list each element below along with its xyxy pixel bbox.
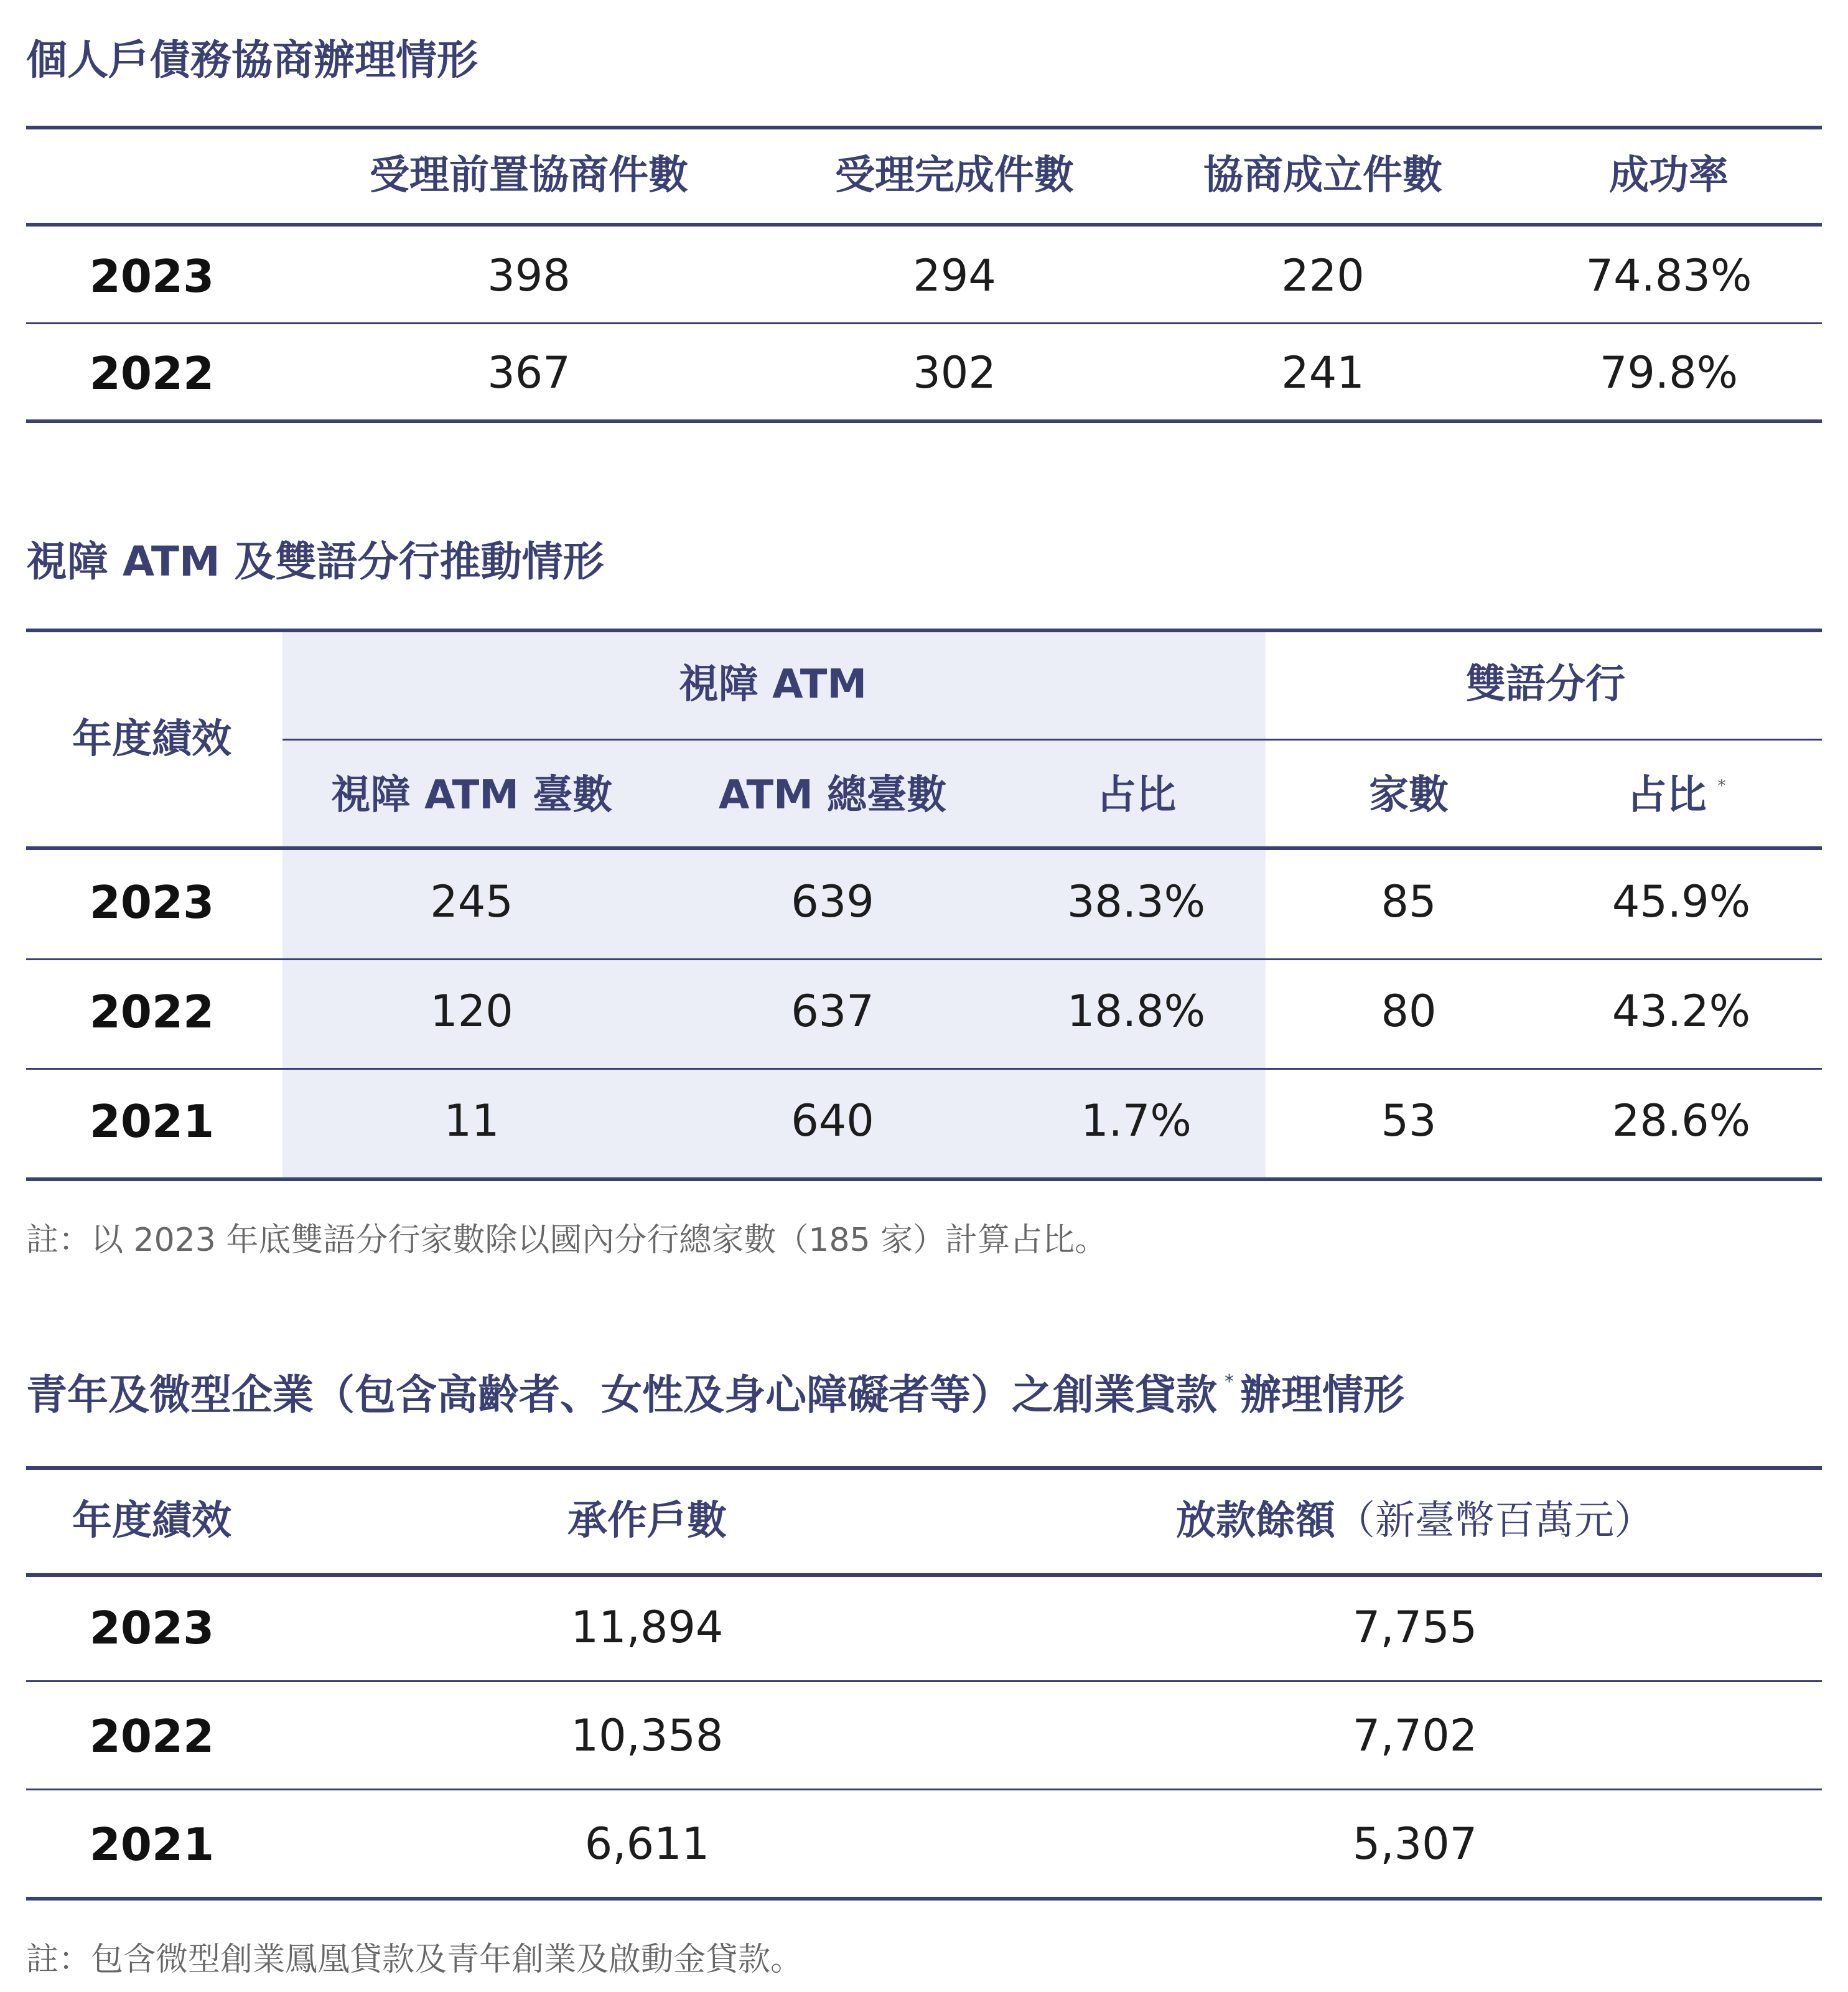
table-bottom-rule: [26, 1177, 1822, 1181]
header-atm-ratio: 占比: [1096, 772, 1176, 818]
success-rate-value: 79.8%: [1599, 347, 1738, 398]
atm-ratio-value: 1.7%: [1081, 1095, 1192, 1146]
row-divider: [26, 958, 1822, 960]
loan-accounts-value: 11,894: [571, 1602, 724, 1653]
header-annual-performance: 年度績效: [72, 1498, 231, 1544]
debt-negotiation-table: [26, 126, 1822, 424]
header-pre-negotiation-accepted: 受理前置協商件數: [370, 152, 688, 199]
accessible-atm-value: 11: [444, 1095, 500, 1146]
header-accessible-atm-count: 視障 ATM 臺數: [330, 772, 613, 818]
row-year: 2021: [89, 1818, 215, 1871]
branch-count-value: 80: [1381, 986, 1437, 1037]
row-year: 2023: [89, 1602, 215, 1654]
header-rule: [26, 223, 1822, 227]
loan-accounts-value: 10,358: [571, 1710, 724, 1761]
row-divider: [26, 1680, 1822, 1682]
branch-count-value: 85: [1381, 876, 1437, 927]
header-negotiation-established: 協商成立件數: [1203, 152, 1442, 199]
accessible-atm-value: 245: [430, 876, 513, 927]
section3-note: 註：包含微型創業鳳凰貸款及青年創業及啟動金貸款。: [26, 1941, 803, 1978]
row-year: 2021: [89, 1095, 215, 1148]
completed-value: 302: [913, 347, 996, 398]
row-year: 2022: [89, 986, 215, 1038]
loan-balance-value: 5,307: [1352, 1818, 1478, 1869]
atm-ratio-value: 38.3%: [1066, 876, 1206, 927]
section1-title: 個人戶債務協商辦理情形: [26, 36, 478, 84]
header-total-atm-count: ATM 總臺數: [718, 772, 947, 818]
row-year: 2023: [89, 250, 215, 302]
table-bottom-rule: [26, 419, 1822, 423]
total-atm-value: 639: [791, 876, 874, 927]
accessible-atm-bilingual-table: [26, 629, 1822, 1189]
branch-ratio-value: 28.6%: [1612, 1095, 1751, 1146]
header-annual-performance: 年度績效: [72, 716, 231, 762]
pre-negotiation-value: 398: [487, 250, 571, 301]
branch-ratio-value: 43.2%: [1612, 986, 1751, 1037]
table-top-rule: [26, 629, 1822, 632]
row-year: 2022: [89, 347, 215, 400]
footnote-mark: *: [1717, 777, 1726, 795]
accessible-atm-value: 120: [430, 986, 513, 1037]
header-rule: [26, 1573, 1822, 1577]
header-loan-balance: 放款餘額（新臺幣百萬元）: [1176, 1498, 1654, 1544]
established-value: 241: [1281, 347, 1365, 398]
pre-negotiation-value: 367: [487, 347, 571, 398]
branch-ratio-value: 45.9%: [1612, 876, 1751, 927]
loan-balance-value: 7,755: [1352, 1602, 1478, 1653]
unit-label: （新臺幣百萬元）: [1335, 1498, 1654, 1544]
total-atm-value: 640: [791, 1095, 874, 1146]
established-value: 220: [1281, 250, 1365, 301]
section2-note: 註：以 2023 年底雙語分行家數除以國內分行總家數（185 家）計算占比。: [26, 1222, 1108, 1259]
table-bottom-rule: [26, 1897, 1822, 1901]
completed-value: 294: [913, 250, 996, 301]
loan-balance-value: 7,702: [1352, 1710, 1478, 1761]
row-divider: [26, 322, 1822, 324]
loan-accounts-value: 6,611: [584, 1818, 710, 1869]
header-completed: 受理完成件數: [835, 152, 1074, 199]
row-year: 2023: [89, 876, 215, 928]
title-footnote-mark: *: [1225, 1371, 1234, 1393]
header-group-bilingual-branch: 雙語分行: [1466, 662, 1625, 708]
row-divider: [26, 1068, 1822, 1070]
row-year: 2022: [89, 1710, 215, 1762]
row-divider: [26, 1789, 1822, 1790]
table-top-rule: [26, 126, 1822, 129]
total-atm-value: 637: [791, 986, 874, 1037]
table-top-rule: [26, 1466, 1822, 1470]
section3-title: 青年及微型企業（包含高齡者、女性及身心障礙者等）之創業貸款 * 辦理情形: [26, 1371, 1404, 1419]
header-group-accessible-atm: 視障 ATM: [678, 662, 867, 708]
group-header-rule: [282, 739, 1822, 741]
header-success-rate: 成功率: [1609, 152, 1729, 199]
header-rule: [26, 846, 1822, 850]
header-branch-count: 家數: [1369, 772, 1449, 818]
branch-count-value: 53: [1381, 1095, 1437, 1146]
atm-ratio-value: 18.8%: [1066, 986, 1206, 1037]
startup-loan-table: [26, 1466, 1822, 1914]
section2-title: 視障 ATM 及雙語分行推動情形: [26, 538, 604, 586]
header-loan-accounts: 承作戶數: [567, 1498, 727, 1544]
header-branch-ratio: 占比 *: [1626, 772, 1726, 818]
success-rate-value: 74.83%: [1585, 250, 1752, 301]
